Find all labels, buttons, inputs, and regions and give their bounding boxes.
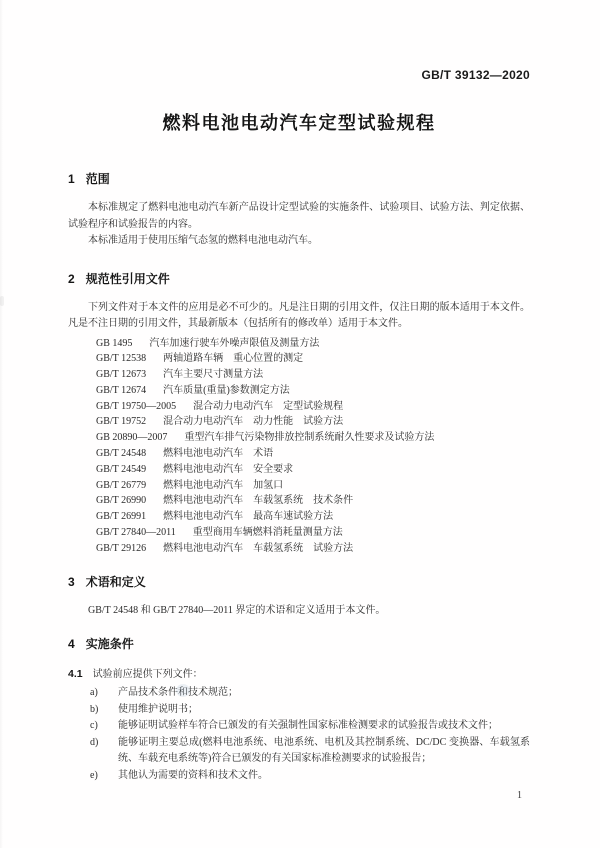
clause-4-1-text: 试验前应提供下列文件： [92,669,203,681]
list-item [68,718,530,735]
clause-4-1-list [68,685,530,784]
page-number: 1 [517,790,522,801]
reference-title: 燃料电池电动汽车 安全要求 [163,463,294,475]
reference-item [68,525,530,541]
reference-item [68,414,530,430]
reference-item [68,367,530,383]
reference-code: GB/T 24548 [96,448,147,460]
reference-item [68,509,530,525]
section-2-paragraph-1: 下列文件对于本文件的应用是必不可少的。凡是注日期的引用文件，仅注日期的版本适用于本文件。凡是不注日期的引用文件，其最新版本（包括所有的修改单）适用于本文件。 [68,301,530,329]
reference-item [68,351,530,367]
list-item-label: e) [90,769,98,781]
reference-title: 燃料电池电动汽车 加氢口 [163,479,284,491]
section-2-heading [68,272,530,287]
reference-code: GB/T 12674 [96,384,147,396]
scan-artifact [0,296,4,306]
section-1-number: 1 [68,172,75,186]
list-item-label: b) [90,703,99,715]
reference-code: GB/T 26991 [96,511,147,523]
reference-code: GB/T 26779 [96,479,147,491]
section-1-paragraph-1: 本标准规定了燃料电池电动汽车新产品设计定型试验的实施条件、试验项目、试验方法、判定依据、试验程序和试验报告的内容。 [68,202,530,230]
references-list [68,336,530,557]
list-item [68,768,530,785]
section-1-paragraph-2: 本标准适用于使用压缩气态氢的燃料电池电动汽车。 [88,235,318,246]
section-1-title: 范围 [85,172,110,186]
clause-4-1-number: 4.1 [68,668,83,681]
reference-item [68,541,530,557]
list-item [68,702,530,719]
reference-code: GB/T 26990 [96,495,147,507]
reference-code: GB/T 24549 [96,463,147,475]
reference-item [68,383,530,399]
reference-item [68,430,530,446]
reference-code: GB/T 29126 [96,542,147,554]
page-title: 燃料电池电动汽车定型试验规程 [162,113,436,133]
list-item-label: d) [90,736,99,748]
reference-title: 汽车主要尺寸测量方法 [163,369,264,381]
section-3-title: 术语和定义 [85,574,146,589]
reference-title: 燃料电池电动汽车 车载氢系统 试验方法 [163,542,354,554]
section-3-heading [68,575,530,590]
reference-title: 燃料电池电动汽车 最高车速试验方法 [163,511,334,523]
reference-title: 汽车加速行驶车外噪声限值及测量方法 [149,337,320,349]
list-item-text: 能够证明试验样车符合已颁发的有关强制性国家标准检测要求的试验报告或技术文件； [118,720,498,732]
standard-code: GB/T 39132—2020 [421,68,530,82]
reference-title: 混合动力电动汽车 动力性能 试验方法 [163,416,344,428]
reference-title: 重型商用车辆燃料消耗量测量方法 [192,527,343,539]
reference-code: GB/T 19750—2005 [96,400,177,412]
list-item-text: 使用维护说明书； [118,703,198,715]
reference-item [68,462,530,478]
list-item-text: 产品技术条件和技术规范； [118,687,238,699]
section-4-title: 实施条件 [85,637,134,652]
reference-item [68,399,530,415]
reference-item [68,336,530,352]
list-item-text: 其他认为需要的资料和技术文件。 [118,769,268,781]
reference-item [68,478,530,494]
reference-code: GB 20890—2007 [96,432,168,444]
list-item-label: a) [90,687,98,699]
section-2-number: 2 [68,271,75,286]
section-4-heading [68,637,530,652]
section-3-paragraph-1: GB/T 24548 和 GB/T 27840—2011 界定的术语和定义适用于本文件。 [88,604,386,616]
reference-item [68,493,530,509]
scan-edge-shadow [0,0,3,848]
scan-artifact [176,684,190,697]
reference-code: GB 1495 [96,337,133,349]
list-item [68,685,530,702]
reference-title: 燃料电池电动汽车 车载氢系统 技术条件 [163,495,354,507]
reference-code: GB/T 19752 [96,416,147,428]
reference-title: 汽车质量(重量)参数测定方法 [163,384,290,396]
list-item-label: c) [90,720,98,732]
clause-4-1 [68,666,530,683]
reference-code: GB/T 12673 [96,369,147,381]
reference-code: GB/T 27840—2011 [96,527,176,539]
reference-title: 混合动力电动汽车 定型试验规程 [193,400,344,412]
list-item-text: 能够证明主要总成(燃料电池系统、电池系统、电机及其控制系统、DC/DC 变换器、车载氢系统、车载充电系统等)符合已颁发的有关国家标准检测要求的试验报告； [118,736,530,765]
list-item [68,735,530,768]
section-4-number: 4 [68,637,75,652]
reference-item [68,446,530,462]
section-1-heading [68,172,530,187]
reference-code: GB/T 12538 [96,353,147,365]
section-3-number: 3 [68,574,75,589]
section-2-title: 规范性引用文件 [85,271,170,286]
reference-title: 重型汽车排气污染物排放控制系统耐久性要求及试验方法 [184,432,435,444]
reference-title: 两轴道路车辆 重心位置的测定 [163,353,304,365]
reference-title: 燃料电池电动汽车 术语 [163,448,274,460]
